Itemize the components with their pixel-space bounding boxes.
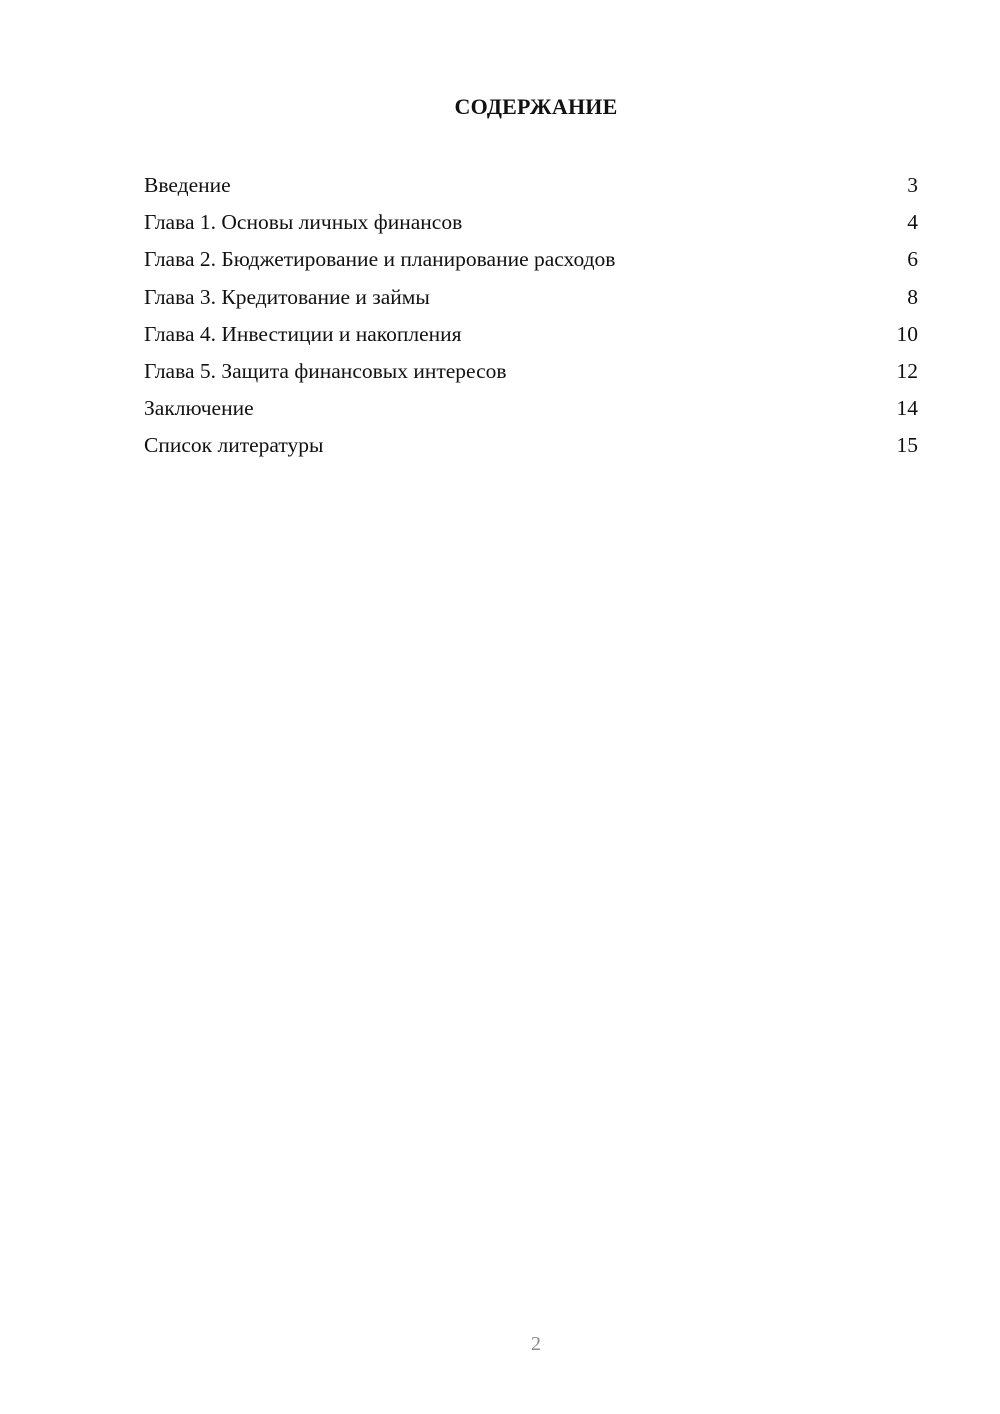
toc-entry-label: Глава 2. Бюджетирование и планирование расходов: [144, 247, 616, 272]
toc-heading: СОДЕРЖАНИЕ: [454, 94, 618, 119]
toc-entry-chapter-4: [144, 316, 918, 353]
toc-entry-label: Введение: [144, 173, 231, 197]
toc-entry-page: 3: [907, 173, 918, 197]
toc-entry-page: 4: [907, 210, 918, 235]
toc-entry-chapter-5: [144, 353, 918, 390]
toc-entry-label: Глава 1. Основы личных финансов: [144, 210, 463, 235]
toc-entry-page: 15: [896, 433, 918, 458]
toc-entry-label: Глава 5. Защита финансовых интересов: [144, 358, 507, 383]
toc-entry-page: 10: [896, 321, 918, 346]
toc-entry-references: [144, 427, 918, 464]
toc-entry-chapter-3: [144, 279, 918, 316]
toc-entry-label: Глава 4. Инвестиции и накопления: [144, 321, 462, 346]
toc-entry-label: Список литературы: [144, 433, 324, 458]
toc-entry-page: 8: [907, 284, 918, 309]
toc-entry-introduction: [144, 167, 918, 204]
toc-entry-label: Глава 3. Кредитование и займы: [144, 284, 430, 309]
toc-entry-page: 12: [896, 358, 918, 383]
toc-entry-page: 14: [896, 396, 918, 421]
toc-entry-label: Заключение: [144, 396, 254, 421]
toc-entry-conclusion: [144, 390, 918, 427]
toc-entry-chapter-1: [144, 204, 918, 241]
page-number: 2: [531, 1333, 541, 1355]
toc-entry-chapter-2: [144, 241, 918, 278]
toc-entry-page: 6: [907, 247, 918, 272]
table-of-contents: [144, 167, 918, 465]
